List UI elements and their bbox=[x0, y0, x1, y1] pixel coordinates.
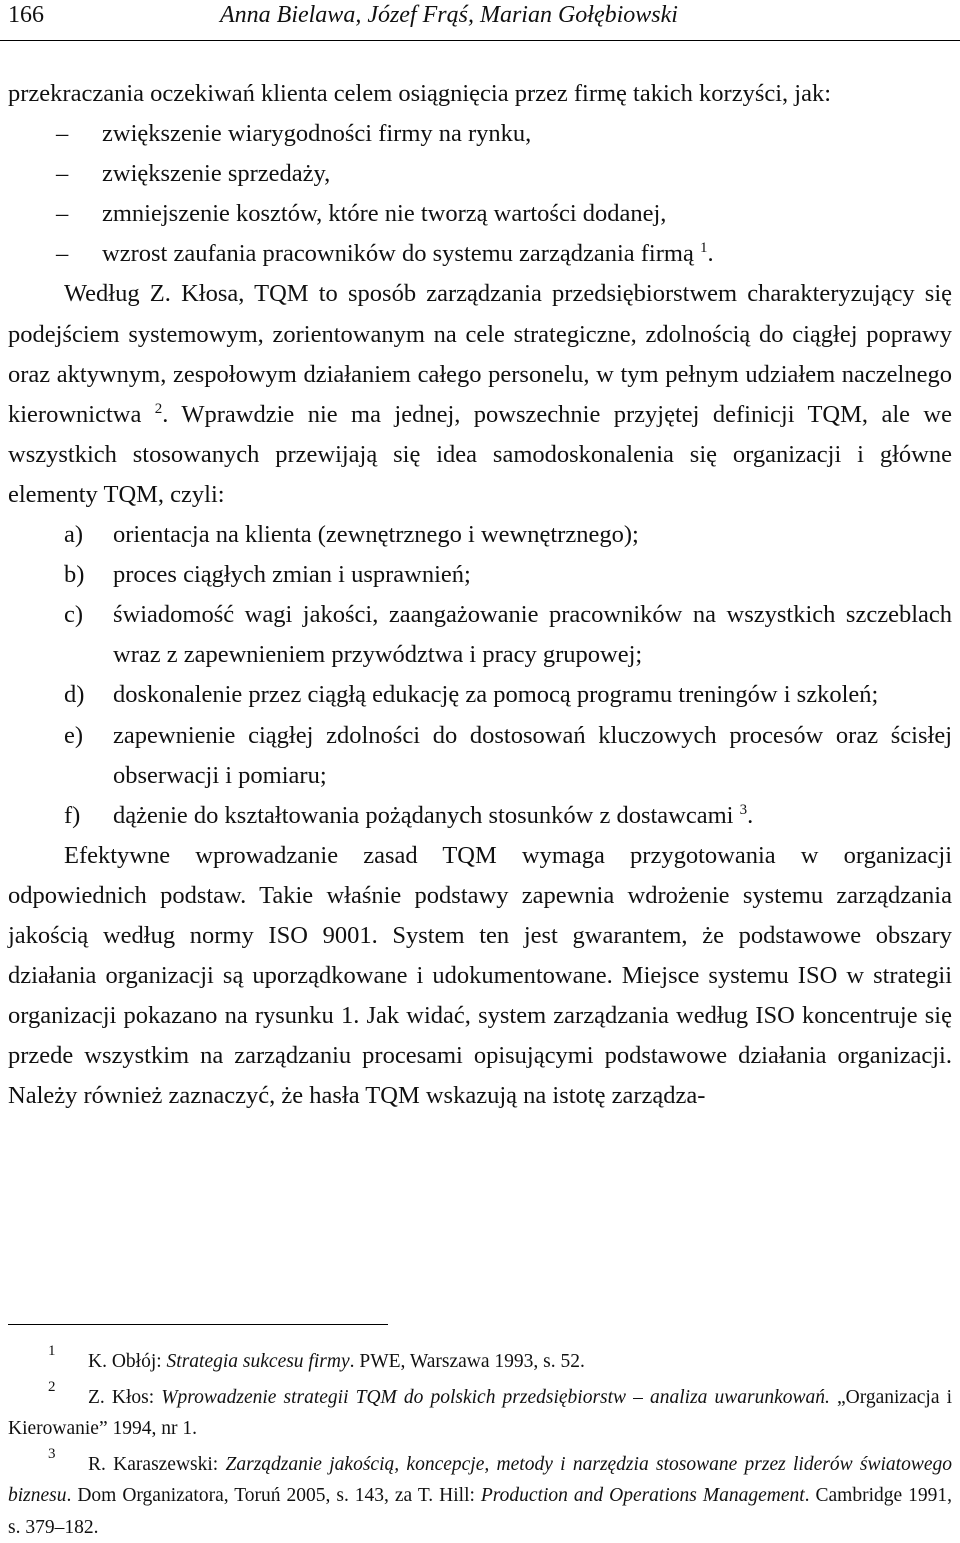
tqm-elements-list bbox=[8, 515, 952, 836]
list-item bbox=[8, 234, 952, 274]
list-marker: f) bbox=[64, 796, 80, 836]
tqm-definition-paragraph bbox=[8, 274, 952, 515]
list-item-text: świadomość wagi jakości, zaangażowanie pracowników na wszystkich szczeblach wraz z zapewnieniem przywództwa i pracy grupowej; bbox=[113, 601, 952, 668]
page-number: 166 bbox=[8, 2, 44, 29]
benefits-list bbox=[8, 114, 952, 274]
footnote-title: Strategia sukcesu firmy bbox=[167, 1351, 350, 1372]
footnote-ref: 2 bbox=[155, 401, 163, 417]
dash-marker: – bbox=[56, 114, 68, 154]
list-item bbox=[8, 595, 952, 675]
list-item bbox=[8, 796, 952, 836]
footnote-details: . Cambridge 1991, s. 379–182. bbox=[8, 1485, 952, 1538]
footnote-ref: 1 bbox=[700, 240, 708, 256]
list-marker: b) bbox=[64, 555, 84, 595]
list-item-text: doskonalenie przez ciągłą edukację za pomocą programu treningów i szkoleń; bbox=[113, 681, 878, 708]
footnote bbox=[8, 1382, 952, 1445]
footnote-title: Production and Operations Management bbox=[481, 1485, 805, 1506]
list-item-text: orientacja na klienta (zewnętrznego i wewnętrznego); bbox=[113, 521, 639, 548]
running-head: Anna Bielawa, Józef Frąś, Marian Gołębiowski bbox=[220, 2, 678, 29]
list-item-text: zapewnienie ciągłej zdolności do dostosowań kluczowych procesów oraz ścisłej obserwacji i pomiaru; bbox=[113, 722, 952, 789]
list-marker: c) bbox=[64, 595, 83, 635]
footnote-divider bbox=[8, 1324, 388, 1325]
footnote-details: „Organizacja i Kierowanie” 1994, nr 1. bbox=[8, 1387, 952, 1440]
list-item-text: dążenie do kształtowania pożądanych stosunków z dostawcami bbox=[113, 802, 733, 829]
list-marker: e) bbox=[64, 716, 83, 756]
list-marker: d) bbox=[64, 675, 84, 715]
page-header bbox=[0, 0, 960, 41]
footnote bbox=[8, 1449, 952, 1543]
list-marker: a) bbox=[64, 515, 83, 555]
footnote-marker: 2 bbox=[48, 1372, 56, 1404]
list-item-end: . bbox=[747, 802, 753, 829]
list-item bbox=[8, 114, 952, 154]
list-item-text: zwiększenie wiarygodności firmy na rynku, bbox=[102, 120, 531, 147]
footnote-marker: 1 bbox=[48, 1336, 56, 1368]
footnote-ref: 3 bbox=[740, 802, 748, 818]
list-item bbox=[8, 716, 952, 796]
intro-paragraph: przekraczania oczekiwań klienta celem osiągnięcia przez firmę takich korzyści, jak: bbox=[8, 74, 952, 114]
footnote-author: R. Karaszewski: bbox=[88, 1454, 226, 1475]
footnote-title: Zarządzanie jakością, koncepcje, metody i narzędzia stosowane przez liderów światowego biznesu bbox=[8, 1454, 952, 1507]
footnote-author: Z. Kłos: bbox=[88, 1387, 161, 1408]
footnote-details: . Dom Organizatora, Toruń 2005, s. 143, za T. Hill: bbox=[67, 1485, 481, 1506]
list-item-text: wzrost zaufania pracowników do systemu zarządzania firmą bbox=[102, 240, 694, 267]
list-item-text: zmniejszenie kosztów, które nie tworzą wartości dodanej, bbox=[102, 200, 666, 227]
footnote-details: . PWE, Warszawa 1993, s. 52. bbox=[350, 1351, 585, 1372]
dash-marker: – bbox=[56, 194, 68, 234]
list-item-text: zwiększenie sprzedaży, bbox=[102, 160, 330, 187]
list-item bbox=[8, 515, 952, 555]
list-item-text: proces ciągłych zmian i usprawnień; bbox=[113, 561, 471, 588]
footnote-title: Wprowadzenie strategii TQM do polskich przedsiębiorstw – analiza uwarunkowań. bbox=[161, 1387, 830, 1408]
paragraph-text: Według Z. Kłosa, TQM to sposób zarządzania przedsiębiorstwem charakteryzujący się podejściem systemowym, zorientowanym na cele strategiczne, zdolnością do ciągłej poprawy oraz aktywnym, zespołowym działaniem całego personelu, w tym pełnym udziałem naczelnego kierownictwa bbox=[8, 280, 952, 427]
footnote-marker: 3 bbox=[48, 1439, 56, 1471]
list-item bbox=[8, 154, 952, 194]
iso-paragraph: Efektywne wprowadzanie zasad TQM wymaga przygotowania w organizacji odpowiednich podstaw. Takie właśnie podstawy zapewnia wdrożenie systemu zarządzania jakością według normy ISO 9001. System ten jest gwarantem, że podstawowe obszary działania organizacji są uporządkowane i udokumentowane. Miejsce systemu ISO w strategii organizacji pokazano na rysunku 1. Jak widać, system zarządzania według ISO koncentruje się przede wszystkim na zarządzaniu procesami opisującymi podstawowe działania organizacji. Należy również zaznaczyć, że hasła TQM wskazują na istotę zarządza- bbox=[8, 836, 952, 1117]
list-item-end: . bbox=[707, 240, 713, 267]
dash-marker: – bbox=[56, 154, 68, 194]
list-item bbox=[8, 555, 952, 595]
footnote-author: K. Obłój: bbox=[88, 1351, 167, 1372]
main-text bbox=[8, 74, 952, 1116]
list-item bbox=[8, 194, 952, 234]
footnote bbox=[8, 1346, 952, 1378]
dash-marker: – bbox=[56, 234, 68, 274]
footnotes bbox=[8, 1346, 952, 1543]
paragraph-text: . Wprawdzie nie ma jednej, powszechnie przyjętej definicji TQM, ale we wszystkich stosowanych przewijają się idea samodoskonalenia się organizacji i główne elementy TQM, czyli: bbox=[8, 401, 952, 508]
list-item bbox=[8, 675, 952, 715]
